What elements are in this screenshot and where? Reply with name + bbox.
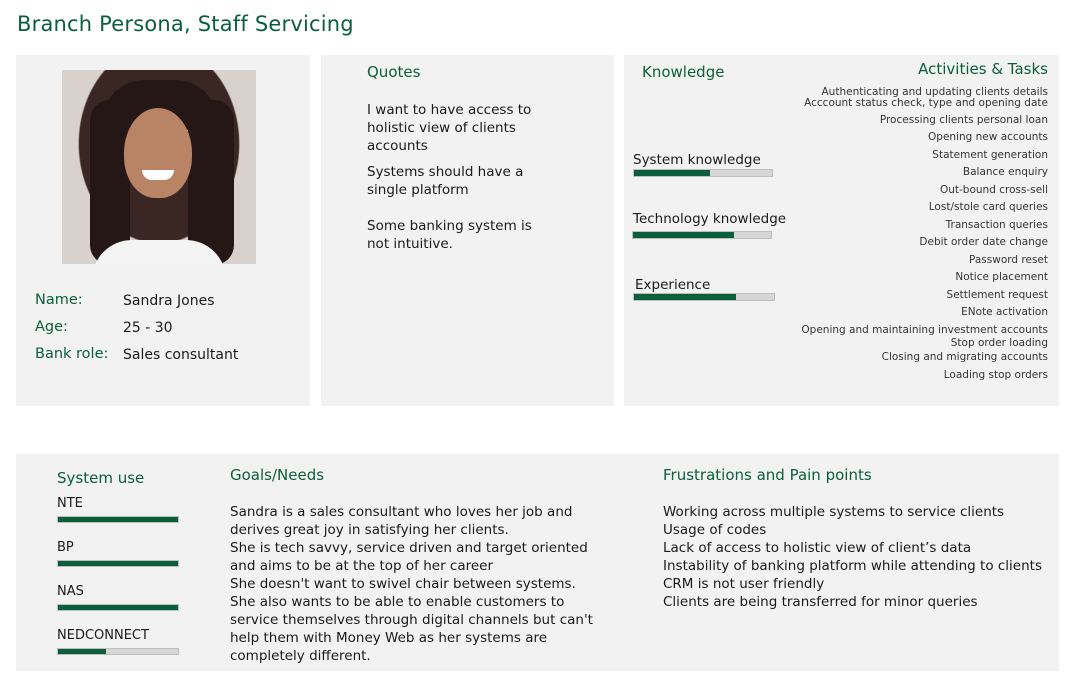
- system-use-title: System use: [57, 469, 145, 487]
- activity-item: Opening and maintaining investment accounts: [801, 323, 1048, 336]
- persona-photo: [62, 70, 256, 264]
- knowledge-label: Technology knowledge: [633, 211, 787, 227]
- system-label: NTE: [57, 496, 83, 511]
- activity-item: Loading stop orders: [943, 369, 1048, 381]
- knowledge-panel: [624, 55, 1059, 406]
- quote-item: I want to have access to holistic view of clients accounts: [367, 102, 532, 154]
- knowledge-title: Knowledge: [642, 63, 725, 81]
- activities-list: [801, 87, 1048, 385]
- system-bar: [57, 560, 179, 567]
- age-value: 25 - 30: [123, 320, 173, 336]
- frustration-item: Clients are being transferred for minor queries: [663, 594, 978, 610]
- name-value: Sandra Jones: [123, 293, 215, 309]
- goals-title: Goals/Needs: [230, 466, 325, 484]
- profile-panel: [16, 55, 310, 406]
- frustration-item: Lack of access to holistic view of client’s data: [663, 540, 972, 556]
- quotes-title: Quotes: [367, 63, 421, 81]
- frustrations-title: Frustrations and Pain points: [663, 466, 872, 484]
- activity-item: Authenticating and updating clients details: [821, 86, 1048, 98]
- name-label: Name:: [35, 292, 83, 308]
- activity-item: Out-bound cross-sell: [939, 183, 1048, 196]
- frustrations-list: [663, 503, 1042, 611]
- system-bar: [57, 516, 179, 523]
- system-label: BP: [57, 540, 74, 555]
- activity-item: Notice placement: [955, 271, 1048, 283]
- activity-item: Stop order loading: [950, 336, 1048, 349]
- activity-item: Opening new accounts: [928, 131, 1048, 143]
- frustration-item: Usage of codes: [663, 522, 767, 538]
- knowledge-label: System knowledge: [633, 152, 761, 168]
- bottom-panel: [16, 454, 1059, 671]
- activities-title: Activities & Tasks: [918, 60, 1048, 78]
- activity-item: Password reset: [969, 253, 1048, 266]
- knowledge-bar: [632, 231, 772, 239]
- activity-item: Closing and migrating accounts: [881, 350, 1048, 363]
- activity-item: ENote activation: [961, 306, 1048, 318]
- system-bar: [57, 648, 179, 655]
- system-label: NEDCONNECT: [57, 628, 149, 643]
- quotes-panel: [321, 55, 614, 406]
- quote-item: Systems should have a single platform: [367, 164, 524, 198]
- quote-item: Some banking system is not intuitive.: [367, 218, 532, 252]
- frustration-item: Instability of banking platform while attending to clients: [663, 558, 1042, 574]
- role-value: Sales consultant: [123, 347, 239, 363]
- activity-item: Lost/stole card queries: [928, 201, 1048, 213]
- frustration-item: Working across multiple systems to service clients: [663, 504, 1005, 520]
- activity-item: Debit order date change: [919, 236, 1048, 248]
- system-label: NAS: [57, 584, 84, 599]
- activity-item: Acccount status check, type and opening date: [804, 97, 1048, 109]
- activity-item: Settlement request: [946, 288, 1048, 301]
- knowledge-label: Experience: [635, 277, 711, 293]
- role-label: Bank role:: [35, 346, 109, 362]
- page-title: Branch Persona, Staff Servicing: [17, 12, 354, 36]
- goals-text: Sandra is a sales consultant who loves her job and derives great joy in satisfying her clients. She is tech savvy, service driven and target oriented and aims to be at the top of her career She doesn't want to swivel chair between systems. She also wants to be able to enable customers to service themselves through digital channels but can't help them with Money Web as her systems are completely different.: [230, 504, 593, 664]
- activity-item: Statement generation: [932, 148, 1048, 161]
- knowledge-bar: [633, 169, 773, 177]
- age-label: Age:: [35, 319, 68, 335]
- frustration-item: CRM is not user friendly: [663, 576, 825, 592]
- system-bar: [57, 604, 179, 611]
- knowledge-bar: [633, 293, 775, 301]
- activity-item: Transaction queries: [945, 218, 1048, 231]
- activity-item: Processing clients personal loan: [879, 114, 1048, 126]
- activity-item: Balance enquiry: [962, 166, 1048, 178]
